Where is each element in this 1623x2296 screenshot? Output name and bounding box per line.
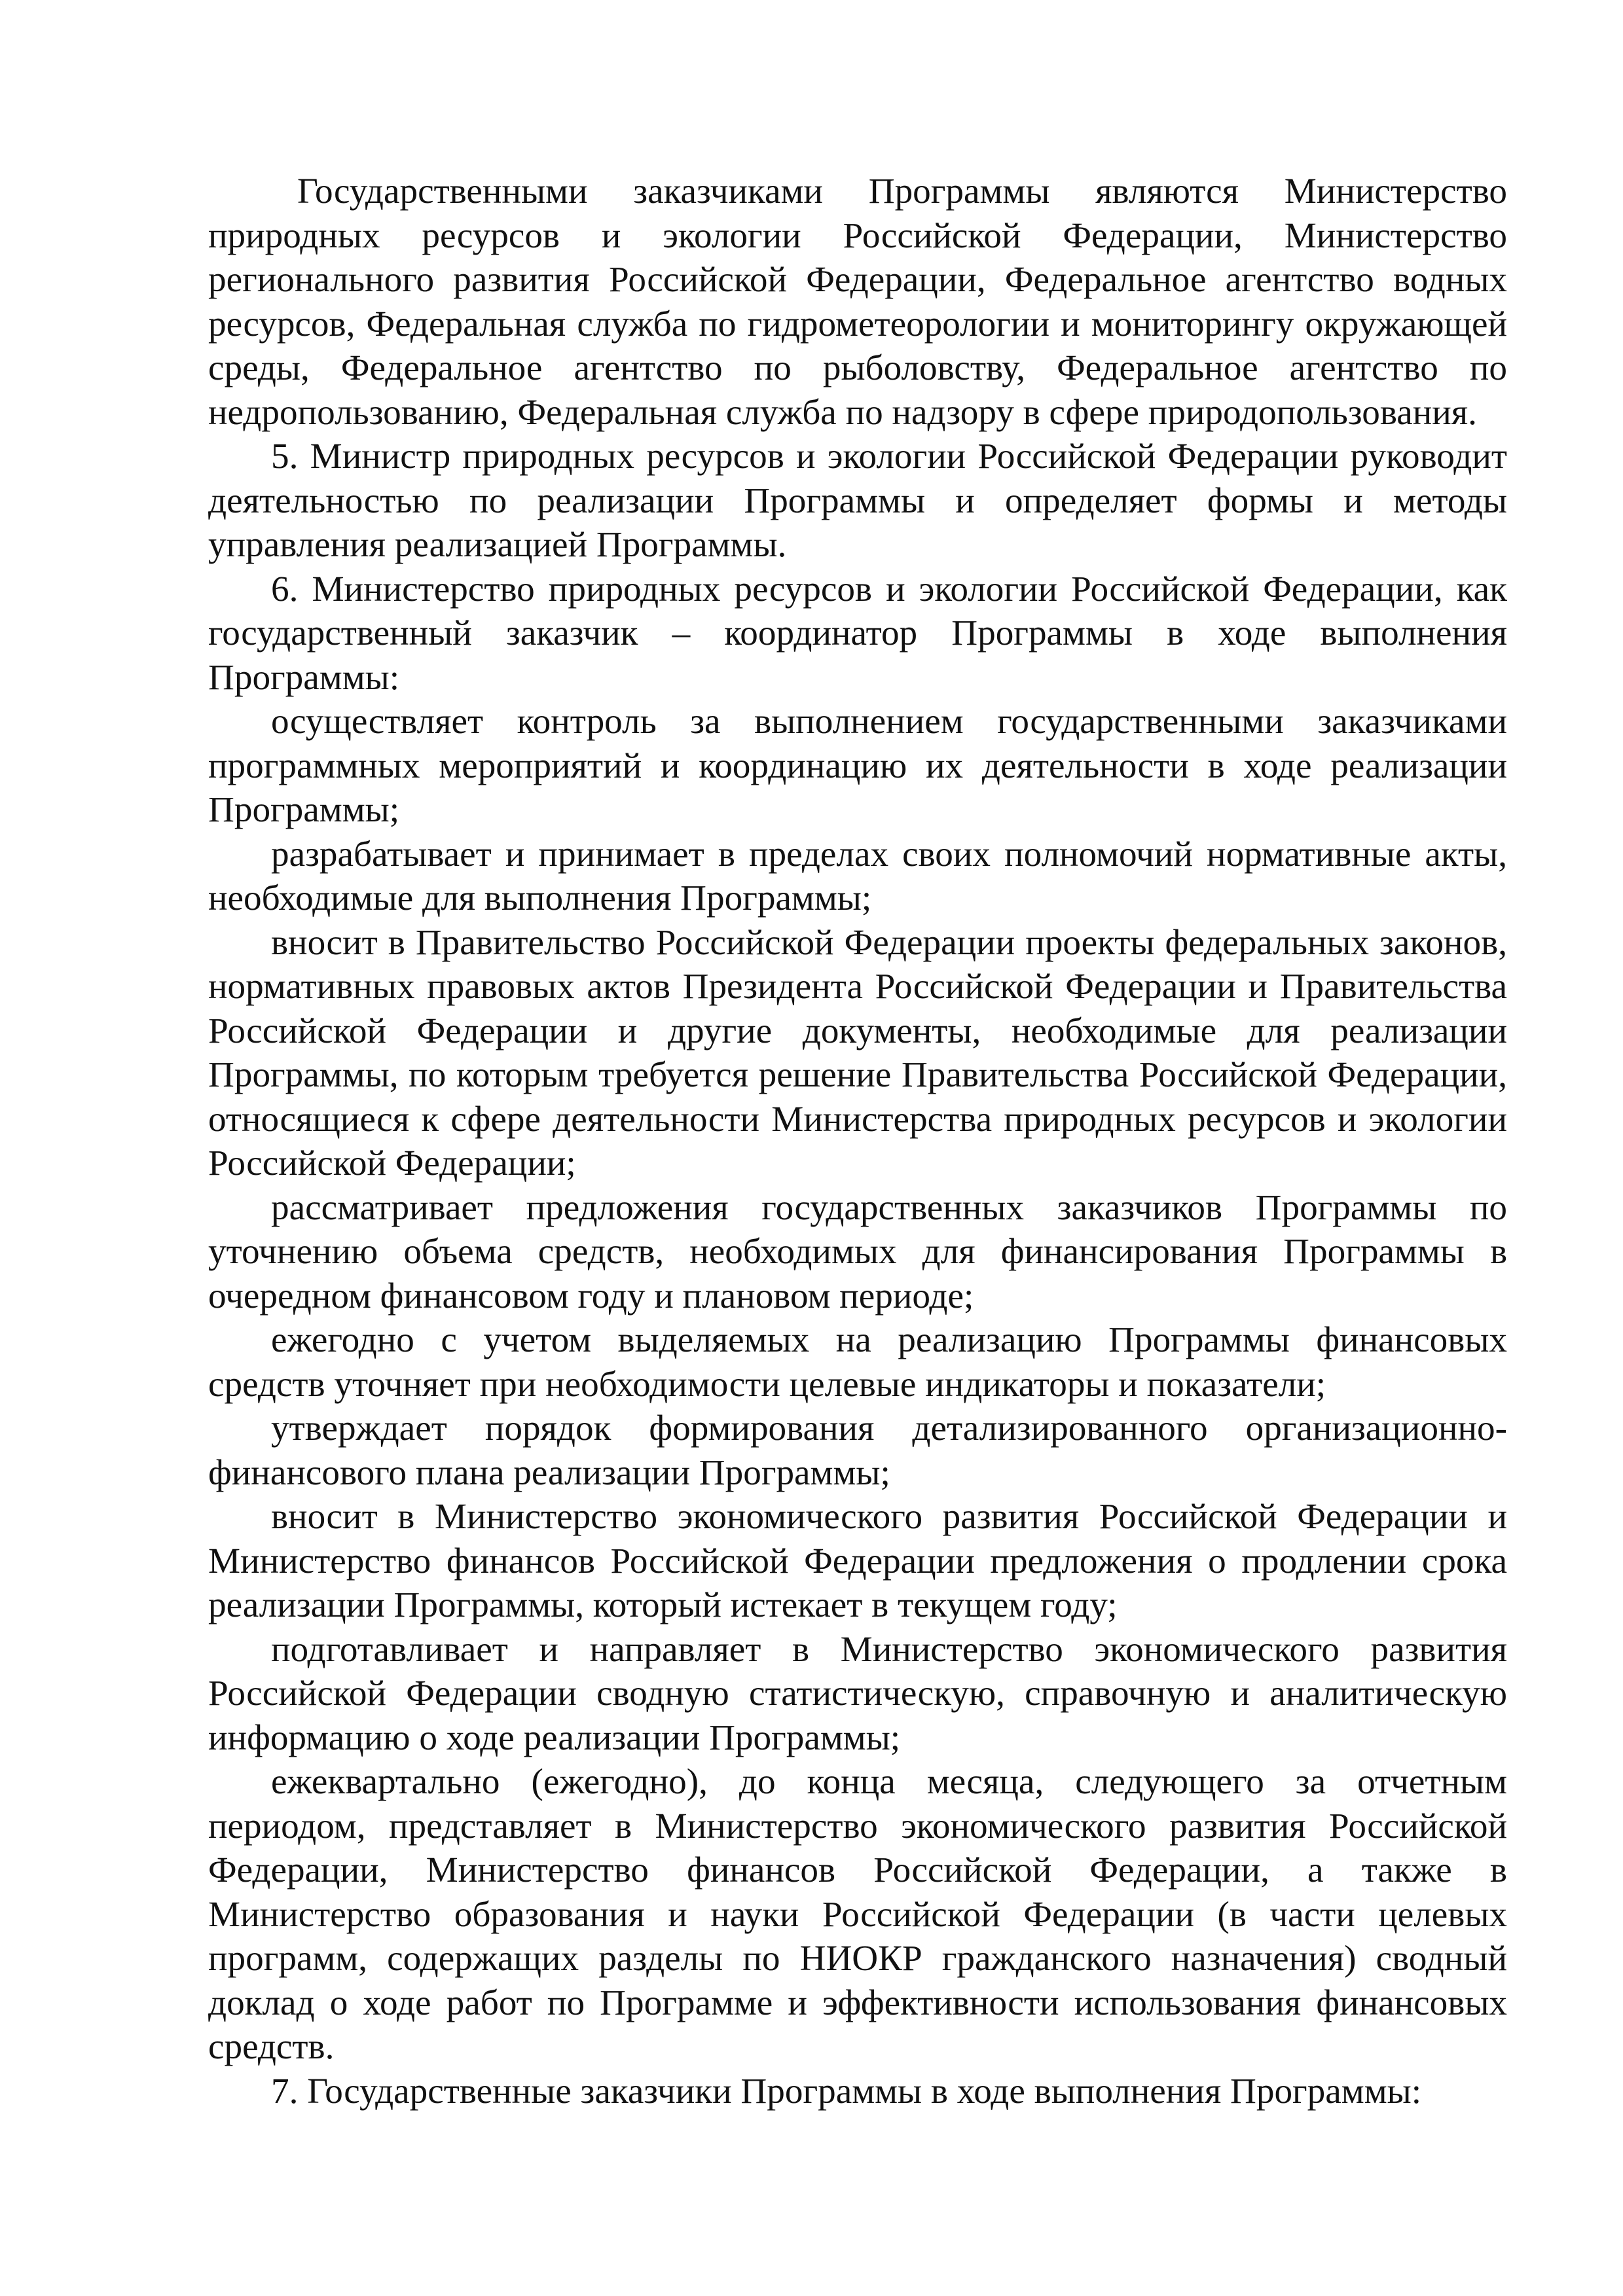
paragraph-funding-proposals: рассматривает предложения государственных заказчиков Программы по уточнению объема средств, необходимых для финансирования Программы в очередном финансовом году и плановом периоде; [208, 1187, 1507, 1316]
paragraph-extension-proposals: вносит в Министерство экономического развития Российской Федерации и Министерство финансов Российской Федерации предложения о продлении срока реализации Программы, который истекает в текущем году; [208, 1496, 1507, 1624]
document-body [208, 169, 1507, 2113]
paragraph-item-5: 5. Министр природных ресурсов и экологии Российской Федерации руководит деятельностью по реализации Программы и определяет формы и методы управления реализацией Программы. [208, 436, 1507, 564]
paragraph-target-indicators: ежегодно с учетом выделяемых на реализацию Программы финансовых средств уточняет при необходимости целевые индикаторы и показатели; [208, 1319, 1507, 1404]
paragraph-statistical-info: подготавливает и направляет в Министерство экономического развития Российской Федерации сводную статистическую, справочную и аналитическую информацию о ходе реализации Программы; [208, 1628, 1507, 1757]
paragraph-normative-acts: разрабатывает и принимает в пределах своих полномочий нормативные акты, необходимые для выполнения Программы; [208, 833, 1507, 918]
paragraph-financial-plan: утверждает порядок формирования детализированного организационно-финансового плана реализации Программы; [208, 1408, 1507, 1492]
paragraph-item-7: 7. Государственные заказчики Программы в ходе выполнения Программы: [271, 2070, 1422, 2111]
paragraph-quarterly-report: ежеквартально (ежегодно), до конца месяца, следующего за отчетным периодом, представляет в Министерство экономического развития Российской Федерации, Министерство финансов Российской Федерации, а также в Министерство образования и науки Российской Федерации (в части целевых программ, содержащих разделы по НИОКР гражданского назначения) сводный доклад о ходе работ по Программе и эффективности использования финансовых средств. [208, 1761, 1507, 2066]
paragraph-item-6: 6. Министерство природных ресурсов и экологии Российской Федерации, как государственный заказчик – координатор Программы в ходе выполнения Программы: [208, 568, 1507, 697]
paragraph-draft-laws: вносит в Правительство Российской Федерации проекты федеральных законов, нормативных правовых актов Президента Российской Федерации и Правительства Российской Федерации и другие документы, необходимые для реализации Программы, по которым требуется решение Правительства Российской Федерации, относящиеся к сфере деятельности Министерства природных ресурсов и экологии Российской Федерации; [208, 922, 1507, 1183]
paragraph-control: осуществляет контроль за выполнением государственными заказчиками программных мероприятий и координацию их деятельности в ходе реализации Программы; [208, 701, 1507, 829]
paragraph-state-customers: Государственными заказчиками Программы являются Министерство природных ресурсов и экологии Российской Федерации, Министерство регионального развития Российской Федерации, Федеральное агентство водных ресурсов, Федеральная служба по гидрометеорологии и мониторингу окружающей среды, Федеральное агентство по рыболовству, Федеральное агентство по недропользованию, Федеральная служба по надзору в сфере природопользования. [208, 171, 1507, 432]
